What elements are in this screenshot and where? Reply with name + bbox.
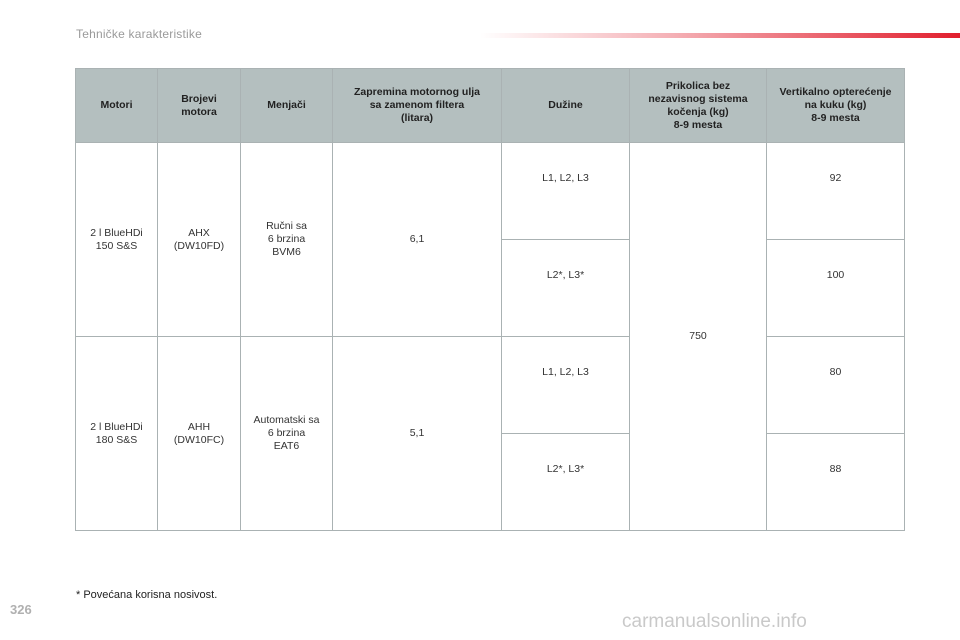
table-row: [76, 337, 905, 434]
cell-length: L1, L2, L3: [502, 337, 630, 434]
header-prikolica: Prikolica bez nezavisnog sistema kočenja (kg) 8-9 mesta: [630, 69, 767, 143]
specifications-table: [75, 68, 905, 531]
footnote: * Povećana korisna nosivost.: [76, 589, 218, 601]
cell-vertical-load: 92: [767, 143, 905, 240]
cell-length: L1, L2, L3: [502, 143, 630, 240]
cell-engine: 2 l BlueHDi 150 S&S: [76, 143, 158, 337]
header-accent-bar: [480, 33, 960, 38]
section-title: Tehničke karakteristike: [76, 27, 202, 41]
cell-length: L2*, L3*: [502, 240, 630, 337]
cell-engine-code: AHX (DW10FD): [158, 143, 241, 337]
cell-length: L2*, L3*: [502, 434, 630, 531]
cell-engine-code: AHH (DW10FC): [158, 337, 241, 531]
header-zapremina-ulja: Zapremina motornog ulja sa zamenom filtera (litara): [333, 69, 502, 143]
header-duzine: Dužine: [502, 69, 630, 143]
header-menjaci: Menjači: [241, 69, 333, 143]
cell-trailer-unbraked: 750: [630, 143, 767, 531]
header-vertikalno-opterecenje: Vertikalno opterećenje na kuku (kg) 8-9 mesta: [767, 69, 905, 143]
watermark: carmanualsonline.info: [622, 611, 807, 632]
cell-oil-volume: 5,1: [333, 337, 502, 531]
cell-vertical-load: 88: [767, 434, 905, 531]
cell-gearbox: Automatski sa 6 brzina EAT6: [241, 337, 333, 531]
header-motori: Motori: [76, 69, 158, 143]
header-brojevi-motora: Brojevi motora: [158, 69, 241, 143]
cell-vertical-load: 80: [767, 337, 905, 434]
table-row: [76, 143, 905, 240]
cell-engine: 2 l BlueHDi 180 S&S: [76, 337, 158, 531]
cell-gearbox: Ručni sa 6 brzina BVM6: [241, 143, 333, 337]
table-header-row: [76, 69, 905, 143]
cell-vertical-load: 100: [767, 240, 905, 337]
page-number: 326: [10, 602, 32, 617]
cell-oil-volume: 6,1: [333, 143, 502, 337]
